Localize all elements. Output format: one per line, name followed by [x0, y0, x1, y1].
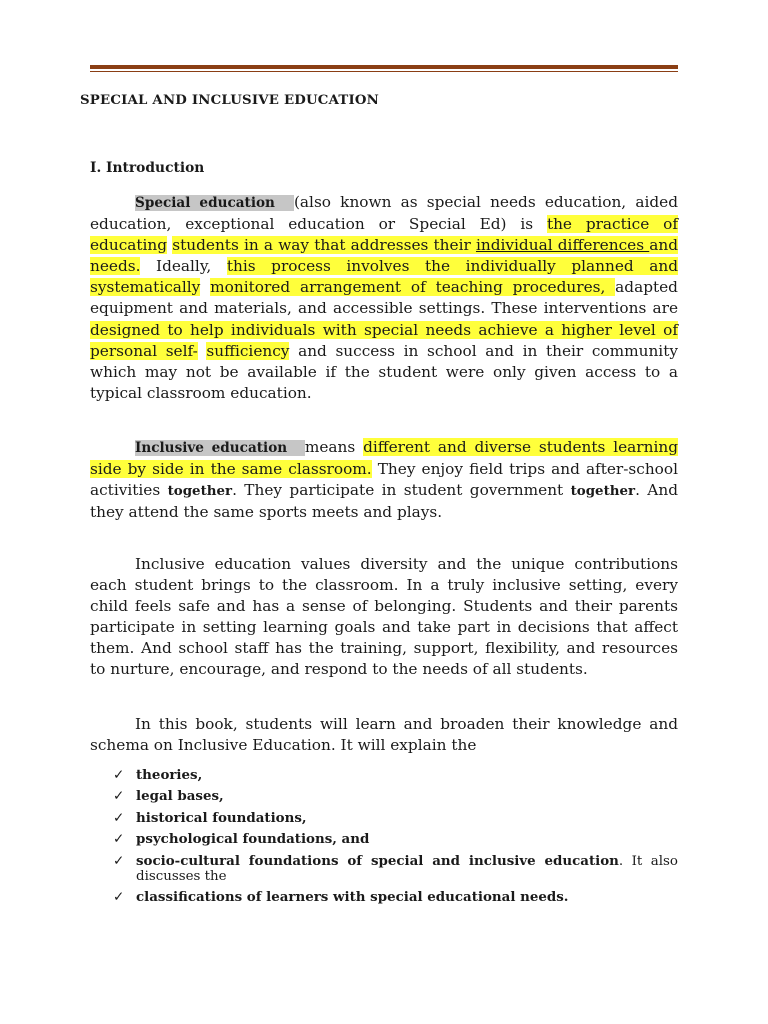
check-icon: ✓	[113, 832, 125, 848]
highlight: monitored arrangement of teaching procedures,	[210, 278, 616, 297]
check-icon: ✓	[113, 789, 125, 805]
topic-checklist	[113, 768, 678, 911]
header-rule-thin	[90, 71, 678, 72]
paragraph-special-education: Special education (also known as special needs education, aided education, exceptional education or Special Ed) is the practice of educating students in a way that addresses their individual differences and needs. Ideally, this process involves the individually planned and systematically monitored arrangement of teaching procedures, adapted equipment and materials, and accessible settings. These interventions are designed to help individuals with special needs achieve a higher level of personal self- sufficiency and success in school and in their community which may not be available if the student were only given access to a typical classroom education.	[90, 193, 678, 402]
highlight: sufficiency	[206, 341, 290, 360]
list-item: ✓ theories,	[113, 767, 203, 783]
highlight: designed to help individuals with special needs achieve a higher level of personal self-	[90, 320, 678, 360]
bold-word: together	[167, 483, 233, 500]
list-item: ✓ legal bases,	[113, 788, 224, 805]
header-rule-thick	[90, 65, 678, 69]
highlight: side by side in the same classroom.	[90, 460, 372, 479]
paragraph-book-intro: In this book, students will learn and broaden their knowledge and schema on Inclusive Education. It will explain the	[90, 715, 678, 755]
highlight: this process involves the individually planned and systematically	[90, 257, 678, 297]
check-icon: ✓	[113, 889, 125, 905]
term-special-education: Special education	[135, 195, 294, 211]
paragraph-inclusive-education: Inclusive education means different and diverse students learning side by side in the same classroom. They enjoy field trips and after-school activities together. They participate in student government together. And they attend the same sports meets and plays.	[90, 438, 678, 522]
check-icon: ✓	[113, 768, 125, 783]
list-item: ✓ historical foundations,	[113, 809, 307, 826]
section-heading: I. Introduction	[90, 160, 205, 176]
check-icon: ✓	[113, 853, 125, 869]
document-title: SPECIAL AND INCLUSIVE EDUCATION	[80, 93, 380, 108]
underlined-text: individual differences	[475, 236, 650, 255]
list-item: ✓ psychological foundations, and	[113, 831, 370, 848]
list-item: ✓ socio-cultural foundations of special and inclusive education. It also discusses the	[113, 852, 678, 884]
highlight: the practice of educating	[90, 215, 678, 255]
paragraph-values: Inclusive education values diversity and the unique contributions each student brings to the classroom. In a truly inclusive setting, every child feels safe and has a sense of belonging. Students and their parents participate in setting learning goals and take part in decisions that affect them. And school staff has the training, support, flexibility, and resources to nurture, encourage, and respond to the needs of all students.	[90, 555, 678, 679]
check-icon: ✓	[113, 810, 125, 826]
bold-word: together	[570, 483, 636, 500]
highlight: different and diverse students learning	[363, 438, 678, 456]
term-inclusive-education: Inclusive education	[135, 440, 305, 456]
list-item: ✓ classifications of learners with special educational needs.	[113, 888, 569, 905]
highlight: students in a way that addresses their individual differences and needs.	[90, 236, 678, 276]
